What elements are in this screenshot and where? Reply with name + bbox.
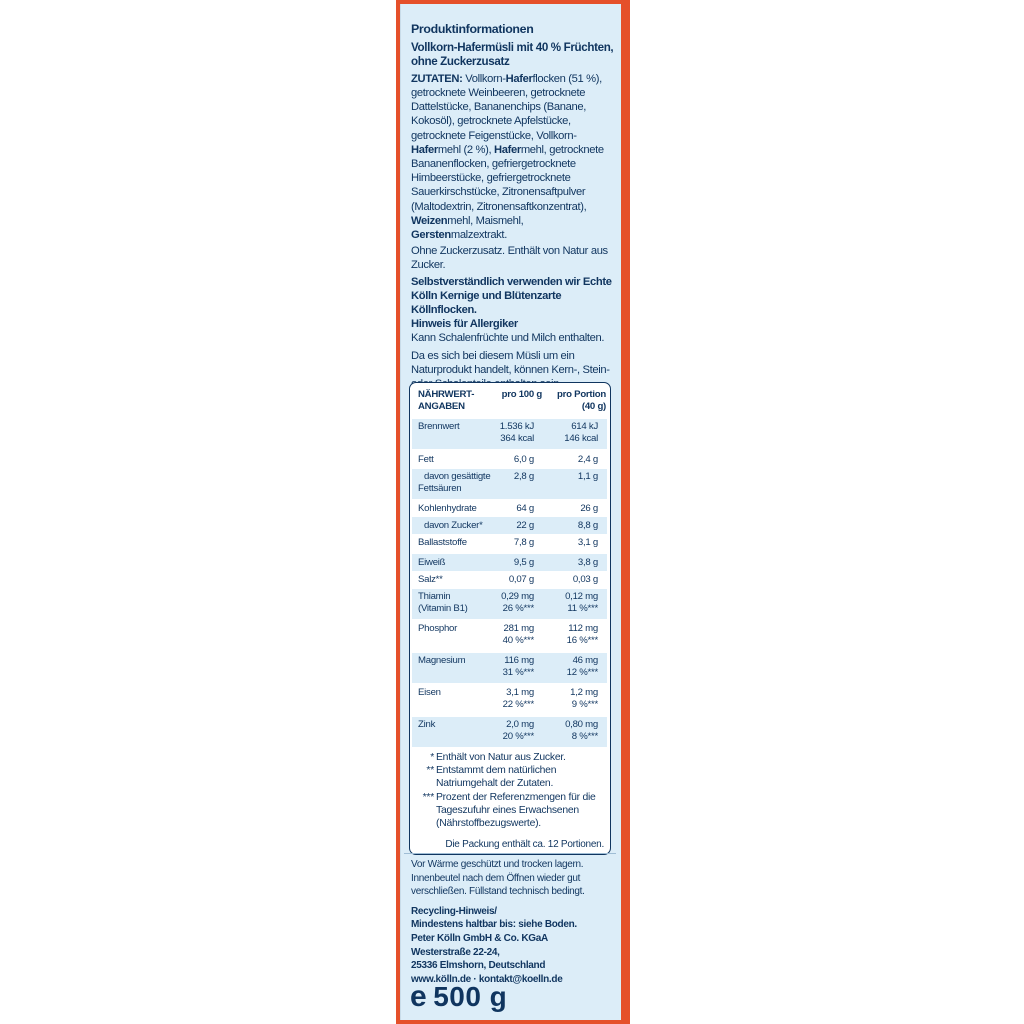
value-per-100g-line2: 26 %***: [502, 603, 534, 614]
nutrition-footnotes: [418, 751, 606, 830]
value-per-100g-line2: 31 %***: [502, 667, 534, 678]
nutrition-table: [409, 382, 611, 855]
value-per-100g: 7,8 g: [513, 537, 534, 548]
footnote-mark: ***: [422, 791, 434, 803]
ingredients-label: ZUTATEN:: [411, 72, 463, 85]
nutrition-row: [412, 517, 607, 534]
value-per-portion: 0,03 g: [572, 574, 598, 585]
company-web: www.kölln.de · kontakt@koelln.de: [411, 973, 563, 985]
ingredients-text: [411, 72, 619, 242]
value-per-100g-line2: 20 %***: [502, 731, 534, 742]
footnote-text: Prozent der Referenzmengen für die Tageszufuhr eines Erwachsenen (Nährstoffbezugswerte).: [436, 791, 596, 830]
footnote-text: Enthält von Natur aus Zucker.: [436, 752, 566, 763]
nutrition-row: [412, 621, 607, 651]
nutrient-label: davon gesättigte: [424, 471, 491, 482]
value-per-100g: 0,29 mg: [501, 591, 534, 602]
nutrient-label: Zink: [418, 719, 436, 730]
value-per-portion-line2: 146 kcal: [564, 433, 598, 444]
divider: [404, 853, 616, 854]
allergy-text: Kann Schalenfrüchte und Milch enthalten.: [411, 332, 605, 345]
nutrition-row: [412, 469, 607, 499]
nutrition-row: [412, 554, 607, 571]
value-per-100g: 2,0 mg: [506, 719, 534, 730]
nutrient-label: Phosphor: [418, 623, 458, 634]
value-per-100g: 116 mg: [504, 655, 534, 666]
ingredient-part: flocken (51 %), getrocknete Weinbeeren, getrocknete Dattelstücke, Bananenchips (Banane, Kokosöl), getrocknete Apfelstücke, getrocknete Feigenstücke, Vollkorn-: [411, 72, 602, 142]
value-per-100g: 0,07 g: [508, 574, 534, 585]
value-per-portion: 0,12 mg: [565, 591, 598, 602]
value-per-portion-line2: 12 %***: [566, 667, 598, 678]
ingredient-allergen: Hafer: [411, 143, 438, 156]
value-per-100g: 22 g: [516, 520, 534, 531]
ingredient-part: mehl (2 %),: [437, 143, 494, 156]
nutrition-header: [418, 389, 606, 419]
value-per-portion: 3,1 g: [577, 537, 598, 548]
ingredient-allergen: Hafer: [505, 72, 533, 85]
net-weight: [410, 982, 507, 1012]
value-per-portion: 1,1 g: [577, 471, 598, 482]
nutrition-row: [412, 717, 607, 747]
value-per-portion: 8,8 g: [577, 520, 598, 531]
nutrition-row: [412, 571, 607, 589]
value-per-100g-line2: 40 %***: [502, 635, 534, 646]
nutrition-row: [412, 685, 607, 715]
nutrient-label: Kohlenhydrate: [418, 503, 477, 514]
ingredient-allergen: Gersten: [411, 229, 451, 242]
value-per-portion: 46 mg: [572, 655, 598, 666]
company-name: Peter Kölln GmbH & Co. KGaA: [411, 932, 548, 944]
ingredient-part: mehl, getrocknete Bananenflocken, gefriergetrocknete Himbeerstücke, gefriergetrocknete Sauerkirschstücke, Zitronensaftpulver (Maltodextrin, Zitronensaftkonzentrat),: [411, 143, 604, 213]
ingredient-allergen: Weizen: [411, 214, 448, 227]
section-title: Produktinformationen: [411, 22, 534, 36]
nutrition-row: [412, 500, 607, 517]
nutrition-header-label: NÄHRWERT-ANGABEN: [418, 389, 475, 413]
value-per-100g: 2,8 g: [513, 471, 534, 482]
footer-info: [411, 858, 619, 986]
nutrition-header-portion: pro Portion (40 g): [557, 389, 606, 413]
ingredient-part: malzextrakt.: [450, 229, 507, 242]
value-per-portion-line2: 9 %***: [571, 699, 598, 710]
value-per-portion: 0,80 mg: [565, 719, 598, 730]
nutrient-label: Thiamin: [418, 591, 451, 602]
nutrient-label: Ballaststoffe: [418, 537, 467, 548]
value-per-100g: 1.536 kJ: [499, 421, 534, 432]
portions-note: Die Packung enthält ca. 12 Portionen.: [445, 839, 604, 850]
ingredient-part: Vollkorn-: [462, 72, 506, 85]
value-per-100g: 3,1 mg: [506, 687, 534, 698]
nutrient-label-line2: Fettsäuren: [418, 483, 462, 494]
nutrient-label: Eiweiß: [418, 557, 446, 568]
value-per-portion: 112 mg: [568, 623, 598, 634]
value-per-100g-line2: 22 %***: [502, 699, 534, 710]
footnote: [418, 764, 606, 790]
natural-product-note: Da es sich bei diesem Müsli um ein Naturprodukt handelt, können Kern-, Stein-: [411, 349, 610, 376]
net-weight-value: 500 g: [433, 981, 508, 1012]
nutrient-label-line2: (Vitamin B1): [418, 603, 468, 614]
value-per-100g-line2: 364 kcal: [500, 433, 534, 444]
product-info: [411, 22, 619, 391]
value-per-portion: 3,8 g: [577, 557, 598, 568]
nutrition-row: [412, 451, 607, 469]
koelln-note: Selbstverständlich verwenden wir Echte Kölln Kernige und Blütenzarte Köllnflocken.: [411, 275, 612, 317]
ingredient-allergen: Hafer: [493, 143, 521, 156]
company-city: 25336 Elmshorn, Deutschland: [411, 960, 546, 972]
value-per-portion: 614 kJ: [571, 421, 598, 432]
nutrition-row: [412, 534, 607, 552]
footnote: [418, 791, 606, 831]
nutrient-label: davon Zucker*: [424, 520, 483, 531]
nutrition-row: [412, 653, 607, 683]
value-per-100g: 9,5 g: [513, 557, 534, 568]
value-per-portion-line2: 8 %***: [571, 731, 598, 742]
value-per-100g: 64 g: [516, 503, 534, 514]
value-per-portion: 26 g: [580, 503, 598, 514]
company-street: Westerstraße 22-24,: [411, 946, 500, 958]
nutrition-row: [412, 419, 607, 449]
value-per-portion: 2,4 g: [577, 454, 598, 465]
storage-text: Vor Wärme geschützt und trocken lagern. Innenbeutel nach dem Öffnen wieder gut verschließen. Füllstand technisch bedingt.: [411, 859, 585, 898]
footnote-text: Entstammt dem natürlichen Natriumgehalt der Zutaten.: [436, 765, 557, 790]
value-per-portion-line2: 11 %***: [567, 603, 598, 614]
allergy-title: Hinweis für Allergiker: [411, 318, 518, 331]
nutrient-label: Brennwert: [418, 421, 460, 432]
nutrition-row: [412, 589, 607, 619]
nutrient-label: Fett: [418, 454, 434, 465]
estimated-sign: e: [410, 980, 428, 1013]
nutrition-header-per100: pro 100 g: [501, 389, 542, 400]
value-per-100g: 281 mg: [503, 623, 534, 634]
best-before: Mindestens haltbar bis: siehe Boden.: [411, 919, 577, 931]
nutrient-label: Salz**: [418, 574, 443, 585]
product-name: Vollkorn-Hafermüsli mit 40 % Früchten, ohne Zuckerzusatz: [411, 41, 614, 69]
value-per-100g: 6,0 g: [513, 454, 534, 465]
no-sugar-note: Ohne Zuckerzusatz. Enthält von Natur aus Zucker.: [411, 245, 608, 272]
recycling-note: Recycling-Hinweis/: [411, 905, 497, 917]
ingredient-part: mehl, Maismehl,: [447, 214, 524, 227]
value-per-portion-line2: 16 %***: [566, 635, 598, 646]
value-per-portion: 1,2 mg: [570, 687, 598, 698]
footnote-mark: *: [430, 752, 434, 763]
nutrient-label: Eisen: [418, 687, 441, 698]
nutrient-label: Magnesium: [418, 655, 466, 666]
footnote-mark: **: [426, 765, 434, 777]
footnote: [418, 751, 606, 764]
